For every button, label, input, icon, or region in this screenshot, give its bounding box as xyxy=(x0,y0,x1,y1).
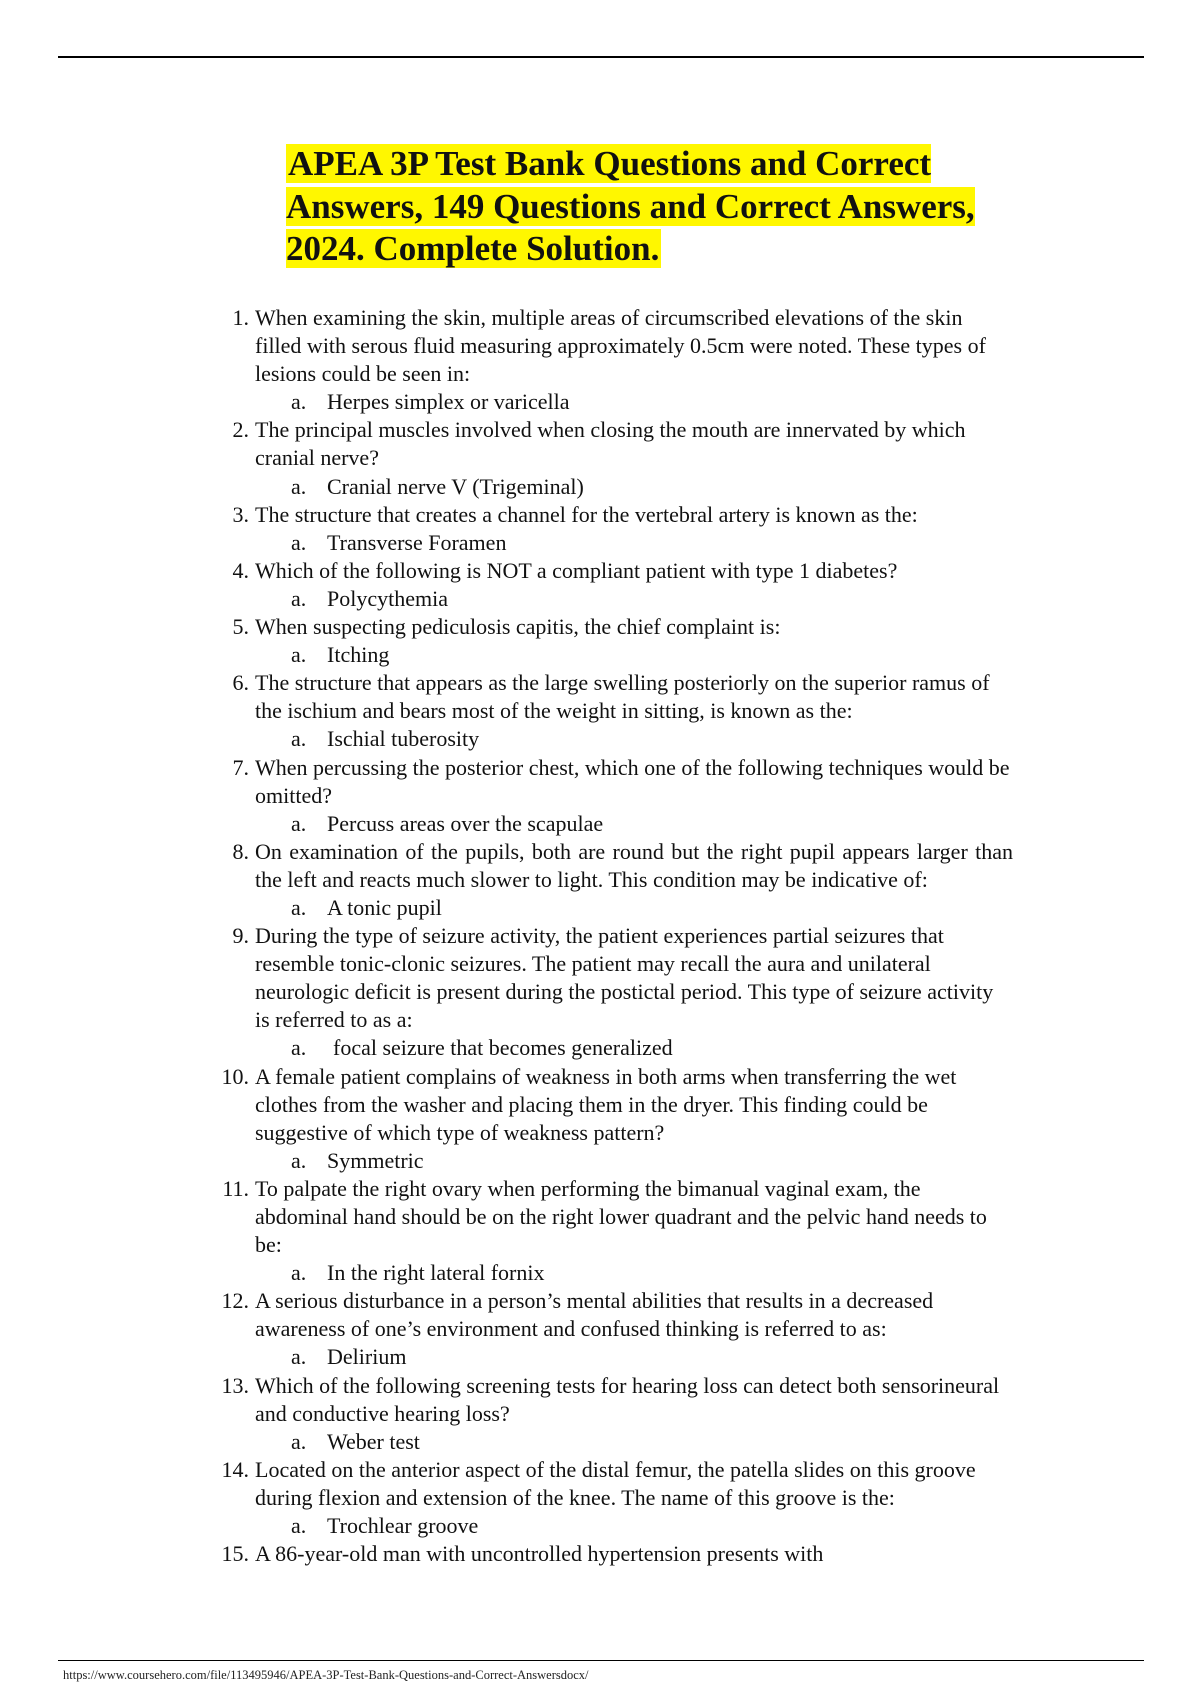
question-text: When suspecting pediculosis capitis, the chief complaint is: xyxy=(255,614,781,640)
answer-letter: a. xyxy=(291,473,307,499)
question-text: Which of the following is NOT a compliant patient with type 1 diabetes? xyxy=(255,557,898,583)
question-number: 2. xyxy=(232,417,249,443)
header-rule xyxy=(58,56,1144,58)
question-item-2 xyxy=(213,416,1013,500)
answer-letter: a. xyxy=(291,529,307,555)
answer-option xyxy=(255,1512,1013,1540)
answer-text: A tonic pupil xyxy=(327,894,442,920)
question-item-15 xyxy=(213,1540,1013,1568)
question-item-9 xyxy=(213,922,1013,1062)
question-text: The structure that appears as the large swelling posteriorly on the superior ramus of the ischium and bears most of the weight in sitting, is known as the: xyxy=(255,670,990,724)
answer-option xyxy=(255,1034,1013,1062)
question-text: To palpate the right ovary when performing the bimanual vaginal exam, the abdominal hand should be on the right lower quadrant and the pelvic hand needs to be: xyxy=(255,1175,987,1258)
question-number: 15. xyxy=(221,1541,249,1567)
question-item-7 xyxy=(213,754,1013,838)
answer-letter: a. xyxy=(291,894,307,920)
question-item-11 xyxy=(213,1175,1013,1287)
answer-letter: a. xyxy=(291,1428,307,1454)
document-title xyxy=(286,143,1046,271)
question-text: Which of the following screening tests for hearing loss can detect both sensorineural and conductive hearing loss? xyxy=(255,1372,1000,1426)
question-item-8 xyxy=(213,838,1013,922)
question-item-13 xyxy=(213,1372,1013,1456)
footer-source-url: https://www.coursehero.com/file/113495946/APEA-3P-Test-Bank-Questions-and-Correct-Answersdocx/ xyxy=(63,1668,589,1682)
question-number: 4. xyxy=(232,557,249,583)
question-text: Located on the anterior aspect of the distal femur, the patella slides on this groove during flexion and extension of the knee. The name of this groove is the: xyxy=(255,1456,976,1510)
question-number: 3. xyxy=(232,501,249,527)
answer-letter: a. xyxy=(291,1147,307,1173)
question-item-14 xyxy=(213,1456,1013,1540)
answer-text: Itching xyxy=(327,642,390,668)
question-number: 8. xyxy=(232,838,249,864)
question-text: When examining the skin, multiple areas of circumscribed elevations of the skin filled with serous fluid measuring approximately 0.5cm were noted. These types of lesions could be seen in: xyxy=(255,305,986,387)
question-number: 14. xyxy=(221,1456,249,1482)
answer-text: focal seizure that becomes generalized xyxy=(333,1035,673,1061)
question-number: 1. xyxy=(232,305,249,330)
question-text: During the type of seizure activity, the patient experiences partial seizures that resemble tonic-clonic seizures. The patient may recall the aura and unilateral neurologic deficit is present during the postictal period. This type of seizure activity is referred to as a: xyxy=(255,923,994,1033)
question-item-4 xyxy=(213,557,1013,613)
answer-text: Percuss areas over the scapulae xyxy=(327,810,604,836)
question-number: 11. xyxy=(222,1175,249,1201)
question-item-5 xyxy=(213,613,1013,669)
question-text: The structure that creates a channel for the vertebral artery is known as the: xyxy=(255,501,918,527)
question-number: 7. xyxy=(232,754,249,780)
question-item-3 xyxy=(213,501,1013,557)
question-number: 13. xyxy=(221,1372,249,1398)
question-item-1 xyxy=(213,304,1013,416)
answer-text: Cranial nerve V (Trigeminal) xyxy=(327,473,584,499)
answer-letter: a. xyxy=(291,389,307,415)
answer-text: Symmetric xyxy=(327,1147,424,1173)
answer-letter: a. xyxy=(291,585,307,611)
answer-option xyxy=(255,388,1013,416)
question-text: A female patient complains of weakness in both arms when transferring the wet clothes from the washer and placing them in the dryer. This finding could be suggestive of which type of weakness pattern? xyxy=(255,1063,957,1145)
answer-letter: a. xyxy=(291,726,307,752)
footer-rule xyxy=(58,1660,1144,1661)
answer-letter: a. xyxy=(291,1035,307,1061)
answer-text: Weber test xyxy=(327,1428,420,1454)
question-number: 12. xyxy=(221,1288,249,1314)
answer-option xyxy=(255,1259,1013,1287)
question-text: On examination of the pupils, both are round but the right pupil appears larger than the left and reacts much slower to light. This condition may be indicative of: xyxy=(255,838,1013,892)
answer-letter: a. xyxy=(291,1513,307,1539)
answer-option xyxy=(255,585,1013,613)
answer-option xyxy=(255,529,1013,557)
question-list xyxy=(213,304,1013,1568)
answer-text: Transverse Foramen xyxy=(327,529,507,555)
answer-text: Trochlear groove xyxy=(327,1513,479,1539)
question-text: When percussing the posterior chest, which one of the following techniques would be omitted? xyxy=(255,754,1010,808)
answer-option xyxy=(255,725,1013,753)
answer-text: Delirium xyxy=(327,1344,407,1370)
answer-text: Polycythemia xyxy=(327,585,448,611)
answer-option xyxy=(255,1147,1013,1175)
question-number: 10. xyxy=(221,1063,249,1089)
question-item-12 xyxy=(213,1287,1013,1371)
answer-option xyxy=(255,1428,1013,1456)
question-number: 5. xyxy=(232,614,249,640)
answer-letter: a. xyxy=(291,642,307,668)
answer-text: Herpes simplex or varicella xyxy=(327,389,570,415)
answer-option xyxy=(255,473,1013,501)
answer-letter: a. xyxy=(291,1344,307,1370)
answer-option xyxy=(255,1343,1013,1371)
answer-option xyxy=(255,641,1013,669)
question-item-10 xyxy=(213,1063,1013,1175)
answer-letter: a. xyxy=(291,1260,307,1286)
question-text: A serious disturbance in a person’s mental abilities that results in a decreased awareness of one’s environment and confused thinking is referred to as: xyxy=(255,1288,934,1342)
answer-option xyxy=(255,810,1013,838)
question-number: 9. xyxy=(232,923,249,949)
title-highlight: APEA 3P Test Bank Questions and Correct Answers, 149 Questions and Correct Answers, 2024. Complete Solution. xyxy=(286,144,975,268)
answer-text: Ischial tuberosity xyxy=(327,726,480,752)
question-text: The principal muscles involved when closing the mouth are innervated by which cranial nerve? xyxy=(255,417,966,471)
answer-text: In the right lateral fornix xyxy=(327,1260,545,1286)
question-number: 6. xyxy=(232,670,249,696)
question-item-6 xyxy=(213,669,1013,753)
answer-letter: a. xyxy=(291,810,307,836)
question-text: A 86-year-old man with uncontrolled hypertension presents with xyxy=(255,1541,824,1567)
answer-option xyxy=(255,894,1013,922)
